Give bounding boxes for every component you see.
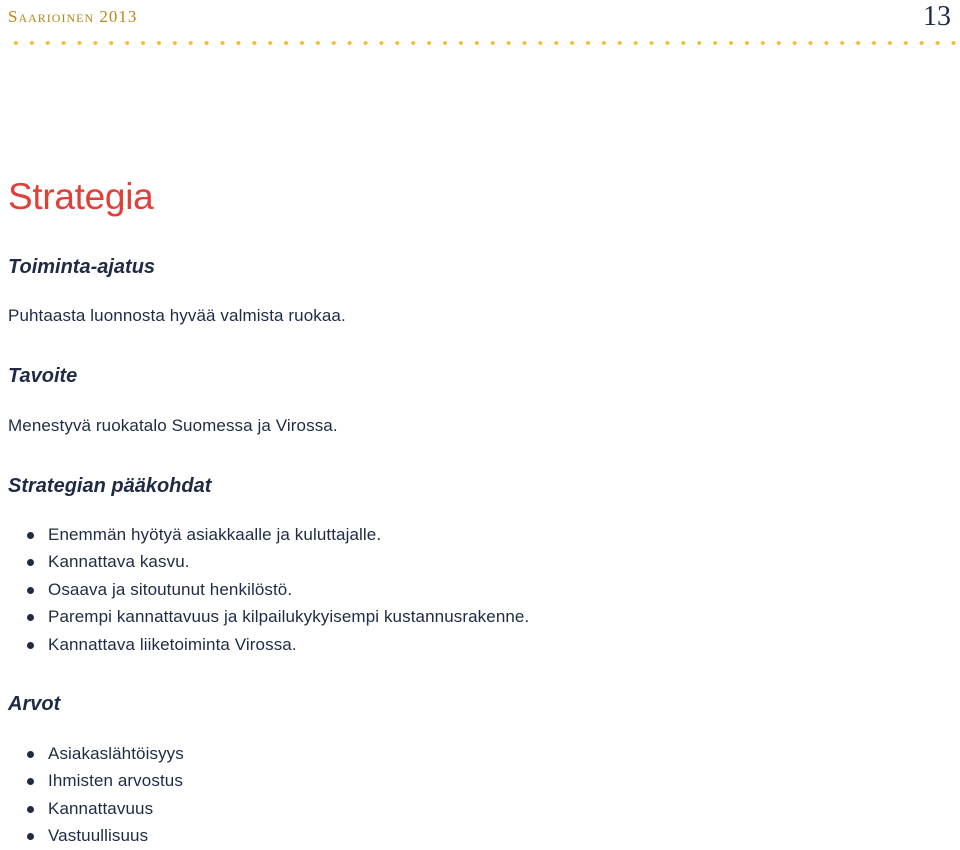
section-heading-strategian-paakohdat: Strategian pääkohdat xyxy=(8,475,212,497)
section-heading-tavoite: Tavoite xyxy=(8,365,78,387)
list-item: Kannattava liiketoiminta Virossa. xyxy=(0,631,529,658)
bullet-icon xyxy=(27,751,34,758)
running-head: Saarioinen 2013 xyxy=(8,7,138,26)
bullet-icon xyxy=(27,833,34,840)
bullet-icon xyxy=(27,614,34,621)
dotted-divider xyxy=(8,40,956,46)
values-bullet-list xyxy=(0,740,184,850)
list-item: Enemmän hyötyä asiakkaalle ja kuluttajalle. xyxy=(0,521,529,548)
list-item: Ihmisten arvostus xyxy=(0,767,184,794)
bullet-icon xyxy=(27,806,34,813)
list-item: Parempi kannattavuus ja kilpailukykyisempi kustannusrakenne. xyxy=(0,603,529,630)
list-item: Asiakaslähtöisyys xyxy=(0,740,184,767)
bullet-icon xyxy=(27,642,34,649)
bullet-icon xyxy=(27,587,34,594)
tavoite-text: Menestyvä ruokatalo Suomessa ja Virossa. xyxy=(8,416,338,435)
bullet-icon xyxy=(27,532,34,539)
page-title: Strategia xyxy=(8,176,154,217)
bullet-icon xyxy=(27,778,34,785)
list-item: Kannattava kasvu. xyxy=(0,548,529,575)
toiminta-ajatus-text: Puhtaasta luonnosta hyvää valmista ruokaa. xyxy=(8,306,346,325)
list-item: Osaava ja sitoutunut henkilöstö. xyxy=(0,576,529,603)
list-item: Vastuullisuus xyxy=(0,822,184,849)
strategy-bullet-list xyxy=(0,521,529,658)
page-number: 13 xyxy=(923,1,951,32)
section-heading-arvot: Arvot xyxy=(8,693,61,715)
section-heading-toiminta-ajatus: Toiminta-ajatus xyxy=(8,256,156,278)
bullet-icon xyxy=(27,559,34,566)
list-item: Kannattavuus xyxy=(0,795,184,822)
